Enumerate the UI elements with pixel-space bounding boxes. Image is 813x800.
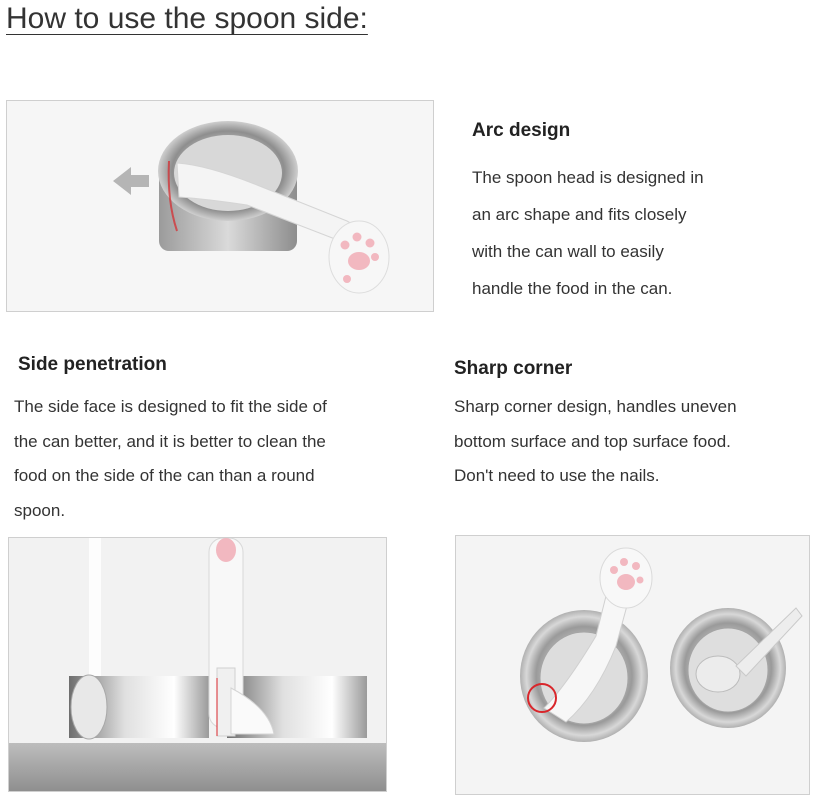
arc-design-photo bbox=[6, 100, 434, 312]
side-penetration-description bbox=[14, 390, 327, 528]
arc-line-1: The spoon head is designed in bbox=[472, 168, 704, 187]
arc-line-3: with the can wall to easily bbox=[472, 242, 664, 261]
sharp-corner-heading: Sharp corner bbox=[454, 358, 573, 379]
side-penetration-heading: Side penetration bbox=[18, 354, 167, 375]
side-penetration-photo bbox=[8, 537, 387, 792]
left-arrow-icon bbox=[113, 167, 149, 195]
arc-line-4: handle the food in the can. bbox=[472, 279, 673, 298]
arc-line-2: an arc shape and fits closely bbox=[472, 205, 687, 224]
arc-design-heading: Arc design bbox=[472, 120, 571, 141]
side-line-1: The side face is designed to fit the side of bbox=[14, 397, 327, 416]
sharp-corner-photo bbox=[455, 535, 810, 795]
corner-line-2: bottom surface and top surface food. bbox=[454, 431, 731, 451]
side-line-4: spoon. bbox=[14, 500, 66, 520]
corner-line-1: Sharp corner design, handles uneven bbox=[454, 397, 737, 416]
page-title: How to use the spoon side: bbox=[6, 2, 368, 35]
arc-design-description bbox=[472, 159, 704, 307]
sharp-corner-description bbox=[454, 390, 737, 494]
side-line-3: food on the side of the can than a round bbox=[14, 466, 315, 485]
side-line-2: the can better, and it is better to clean the bbox=[14, 431, 326, 451]
corner-line-3: Don't need to use the nails. bbox=[454, 466, 660, 485]
